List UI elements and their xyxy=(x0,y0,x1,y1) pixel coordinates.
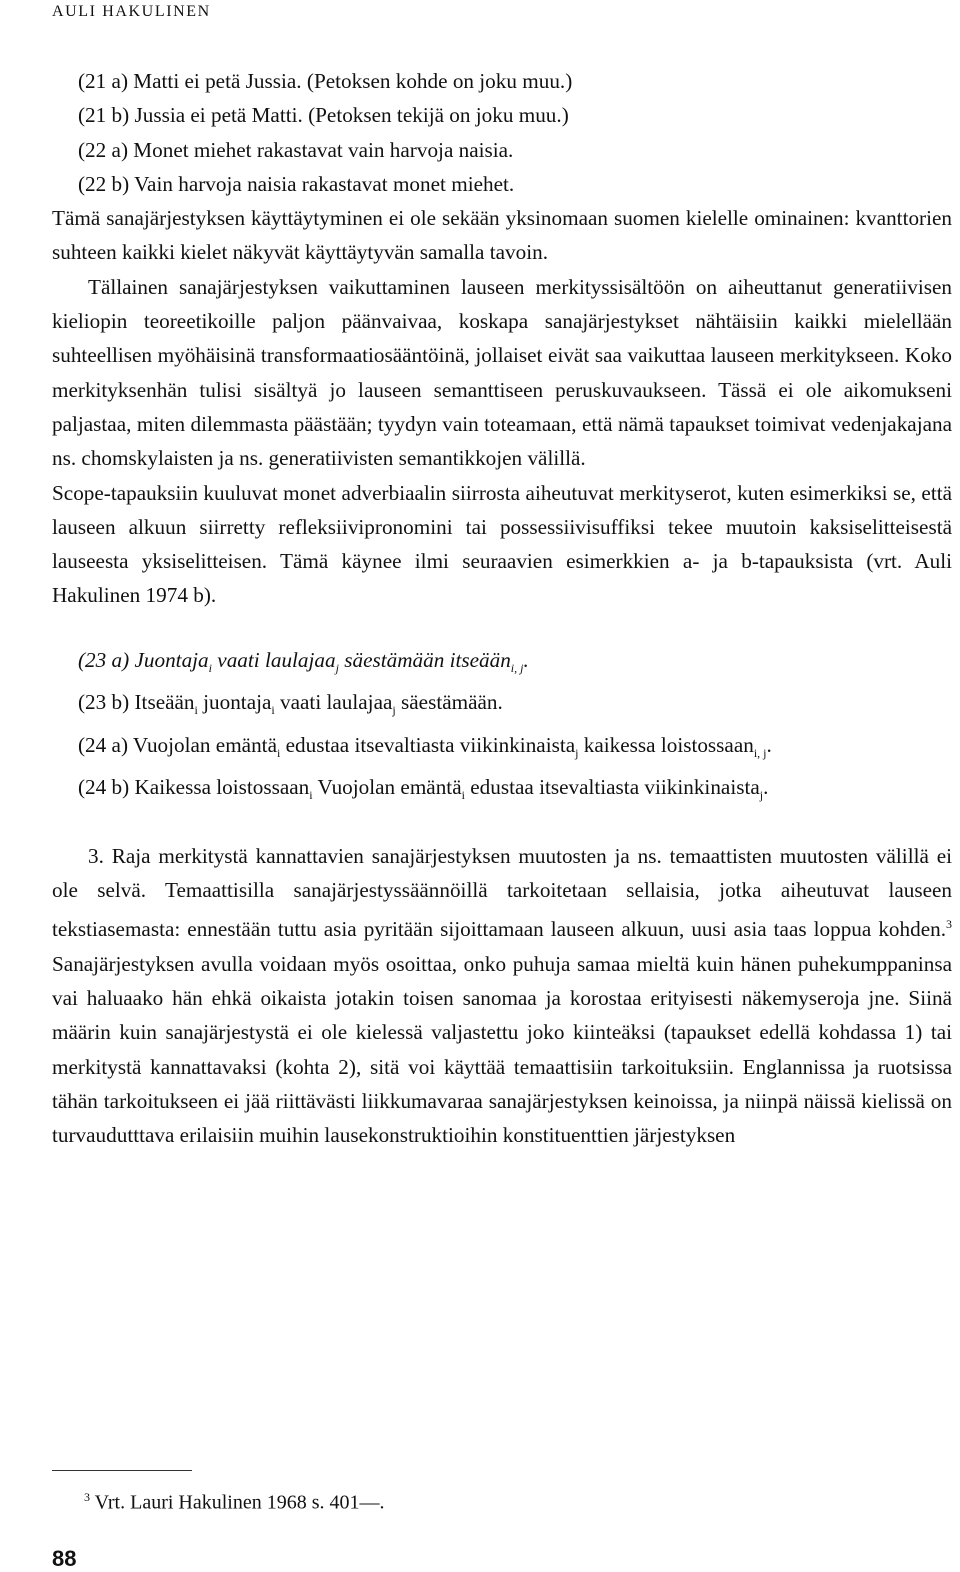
example-word: Vuojolan emäntä xyxy=(132,732,277,757)
footnote-reference: 3 xyxy=(946,917,952,932)
index-subscript: j xyxy=(392,703,396,718)
paragraph-generative-grammar: Tällainen sanajärjestyksen vaikuttaminen lauseen merkityssisältöön on aiheuttanut generatiivisen kieliopin teoreetikoille paljon päänvaivaa, koskapa sanajärjestykset nähtäisiin kaikki mielellään suhteellisen myöhäisinä transformaatiosääntöinä, jollaiset eivät saa vaikuttaa lauseen merkitykseen. Koko merkityksenhän tulisi sisältyä jo lauseen semanttiseen peruskuvaukseen. Tässä ei ole aikomukseni paljastaa, miten dilemmasta päästään; tyydyn vain toteamaan, että nämä tapaukset toimivat vedenjakajana ns. chomskylaisten ja ns. generatiivisten semantikkojen välillä. xyxy=(52,274,952,471)
example-number: (24 a) xyxy=(78,732,128,757)
example-22b: (22 b) Vain harvoja naisia rakastavat monet miehet. xyxy=(78,171,515,196)
example-word: vaati laulajaa xyxy=(280,690,393,715)
example-number: (23 b) xyxy=(78,690,130,715)
index-subscript: i, j xyxy=(510,660,524,675)
index-subscript: j xyxy=(759,788,764,803)
example-word: juontaja xyxy=(203,690,272,715)
page-number: 88 xyxy=(52,1546,77,1571)
example-word: Juontaja xyxy=(134,647,209,672)
example-end: . xyxy=(766,732,772,757)
paragraph-scope-cases: Scope-tapauksiin kuuluvat monet adverbiaalin siirrosta aiheutuvat merkityserot, kuten esimerkiksi se, että lauseen alkuun siirretty refleksiivipronomini tai possessiivisuffiksi tekee muutoin kaksiselitteisestä lauseesta yksiselitteisen. Tämä käynee ilmi seuraavien esimerkkien a- ja b-tapauksista (vrt. Auli Hakulinen 1974 b). xyxy=(52,480,952,608)
page-body xyxy=(52,64,952,1153)
example-word: vaati laulajaa xyxy=(217,647,336,672)
footnote-divider xyxy=(52,1470,192,1471)
example-word: Itseään xyxy=(134,690,195,715)
index-subscript: i xyxy=(461,788,465,803)
section-3-text: 3. Raja merkitystä kannattavien sanajärjestyksen muutosten ja ns. temaattisten muutosten välillä ei ole selvä. Temaattisilla sanajärjestyssäännöillä tarkoitetaan sellaisia, jotka aiheutuvat lauseen tekstiasemasta: ennestään tuttu asia pyritään sijoittamaan lauseen alkuun, uusi asia taas loppua kohden. xyxy=(52,843,952,942)
index-subscript: i xyxy=(208,660,212,675)
example-end: . xyxy=(523,647,529,672)
index-subscript: j xyxy=(335,660,339,675)
example-21b: (21 b) Jussia ei petä Matti. (Petoksen tekijä on joku muu.) xyxy=(78,103,569,128)
example-word: edustaa itsevaltiasta viikinkinaista xyxy=(470,775,760,800)
index-subscript: i xyxy=(309,788,313,803)
index-subscript: j xyxy=(575,746,579,761)
footnote-text: Vrt. Lauri Hakulinen 1968 s. 401—. xyxy=(94,1491,385,1514)
example-word: edustaa itsevaltiasta viikinkinaista xyxy=(285,732,576,757)
example-end: . xyxy=(763,775,769,800)
section-3-continuation: Sanajärjestyksen avulla voidaan myös osoittaa, onko puhuja samaa mieltä kuin hänen puhekumppaninsa vai haluaako hän ehkä oikaista jotakin toisen sanomaa ja korostaa erityisesti näkemyseroja jne. Siinä määrin kuin sanajärjestystä ei ole kielessä valjastettu joko kiinteäksi (tapaukset edellä kohdassa 1) tai merkitystä kannattavaksi (kohta 2), sitä voi käyttää temaattisiin tarkoituksiin. Englannissa ja ruotsissa tähän tarkoitukseen ei jää riittävästi liikkumavaraa sanajärjestyksen keinoissa, ja niinpä näissä kielissä on turvaudutttava erilaisiin muihin lausekonstruktioihin konstituenttien järjestyksen xyxy=(52,951,952,1148)
example-23b xyxy=(52,685,952,728)
example-word: Vuojolan emäntä xyxy=(317,775,462,800)
example-word: Kaikessa loistossaan xyxy=(134,775,310,800)
paragraph-word-order-behaviour: Tämä sanajärjestyksen käyttäytyminen ei ole sekään yksinomaan suomen kielelle ominainen: kvanttorien suhteen kaikki kielet näkyvät käyttäytyvän samalla tavoin. xyxy=(52,206,952,265)
footnote xyxy=(84,1483,385,1517)
paragraph-section-3 xyxy=(52,839,952,1153)
footnote-marker: 3 xyxy=(84,1490,90,1504)
index-subscript: i xyxy=(276,746,281,761)
index-subscript: i, j xyxy=(753,746,767,761)
example-24b xyxy=(52,770,952,813)
example-23a xyxy=(52,643,952,686)
example-word: säestämään. xyxy=(401,690,503,715)
example-word: kaikessa loistossaan xyxy=(583,732,754,757)
spacer xyxy=(52,613,952,643)
example-21a: (21 a) Matti ei petä Jussia. (Petoksen kohde on joku muu.) xyxy=(78,69,573,93)
running-header: AULI HAKULINEN xyxy=(52,3,211,20)
example-22a: (22 a) Monet miehet rakastavat vain harvoja naisia. xyxy=(78,137,514,162)
index-subscript: i xyxy=(194,703,198,718)
index-subscript: i xyxy=(271,703,275,718)
example-24a xyxy=(52,728,952,771)
example-word: säestämään itseään xyxy=(344,647,511,672)
example-number: (23 a) xyxy=(78,647,130,672)
example-number: (24 b) xyxy=(78,775,130,800)
